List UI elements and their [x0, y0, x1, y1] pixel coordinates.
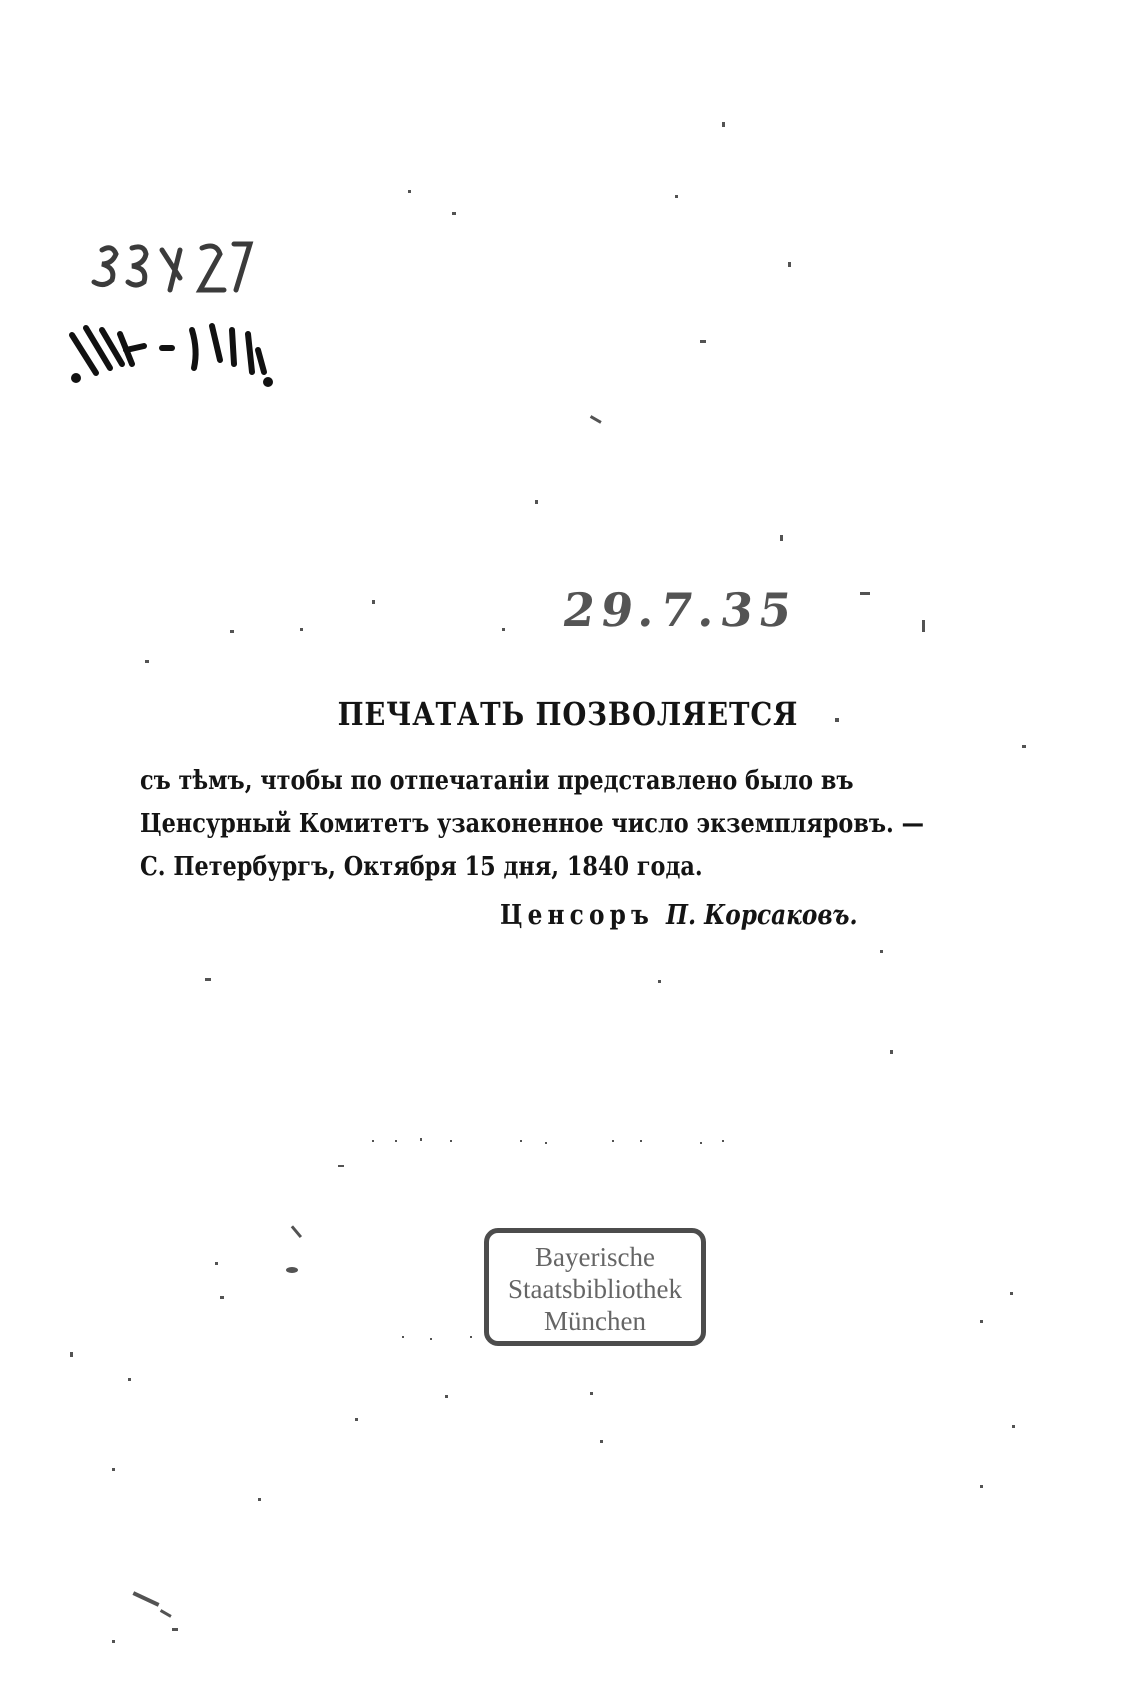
paragraph-line: съ тѣмъ, чтобы по отпечатаніи представлено было въ	[140, 766, 854, 796]
stamp-line: Bayerische	[535, 1242, 655, 1272]
faded-shelf-number: 29.7.35	[559, 583, 801, 637]
censor-signature	[500, 900, 858, 931]
paragraph-line: С. Петербургъ, Октября 15 дня, 1840 года.	[140, 852, 703, 882]
approval-heading: ПЕЧАТАТЬ ПОЗВОЛЯЕТСЯ	[337, 695, 799, 733]
paragraph-line: Ценсурный Комитетъ узаконенное число экземпляровъ. —	[140, 809, 924, 839]
stamp-line: München	[544, 1306, 646, 1336]
censor-name: П. Корсаковъ.	[666, 900, 858, 931]
censorship-paragraph	[140, 760, 924, 889]
censor-title: Ценсоръ	[500, 900, 655, 931]
library-stamp	[484, 1228, 706, 1346]
stamp-line: Staatsbibliothek	[508, 1274, 682, 1304]
